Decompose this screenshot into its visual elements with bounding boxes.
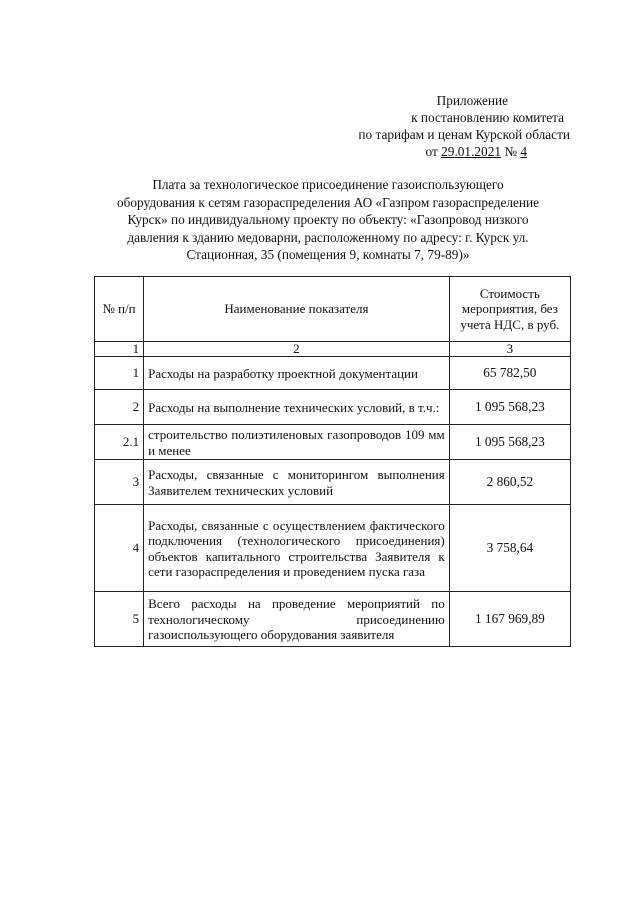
row-num: 2 [95, 390, 144, 425]
row-num: 4 [95, 505, 144, 592]
title-line-3: Курск» по индивидуальному проекту по объекту: «Газопровод низкого [127, 212, 529, 227]
row-cost: 1 167 969,89 [449, 592, 570, 647]
row-num: 5 [95, 592, 144, 647]
col-number: 3 [449, 342, 570, 357]
column-number-row [95, 342, 571, 357]
row-cost: 65 782,50 [449, 357, 570, 390]
header-name: Наименование показателя [144, 277, 450, 342]
fee-table [94, 276, 571, 647]
appendix-title: Приложение [436, 93, 508, 108]
row-cost: 1 095 568,23 [449, 425, 570, 460]
table-row [95, 390, 571, 425]
title-line-5: Стационная, 35 (помещения 9, комнаты 7, 79-89)» [186, 247, 470, 262]
row-name: строительство полиэтиленовых газопроводов 109 мм и менее [148, 427, 445, 458]
header-num: № п/п [95, 277, 144, 342]
row-name: Расходы, связанные с мониторингом выполнения Заявителем технических условий [148, 467, 445, 498]
table-row [95, 357, 571, 390]
title-line-2: оборудования к сетям газораспределения АО «Газпром газораспределение [116, 194, 540, 210]
row-name: Расходы, связанные с осуществлением фактического подключения (технологического присоединения) объектов капитального строительства Заявителя к сети газораспределения и проведением пуска газа [148, 517, 445, 579]
title-line-4: давления к зданию медоварни, расположенному по адресу: г. Курск ул. [127, 229, 529, 245]
resolution-number: 4 [520, 144, 527, 159]
table-header-row [95, 277, 571, 342]
row-name: Расходы на выполнение технических условий, в т.ч.: [148, 399, 440, 415]
number-label: № [504, 144, 518, 159]
row-cost: 2 860,52 [449, 460, 570, 505]
table-row [95, 425, 571, 460]
appendix-block [300, 92, 570, 160]
date-prefix: от [425, 144, 438, 159]
row-num: 1 [95, 357, 144, 390]
table-row [95, 460, 571, 505]
row-cost: 1 095 568,23 [449, 390, 570, 425]
row-name: Расходы на разработку проектной документации [148, 365, 418, 381]
resolution-date: 29.01.2021 [441, 144, 501, 159]
col-number: 1 [95, 342, 144, 357]
row-num: 3 [95, 460, 144, 505]
document-title [86, 176, 570, 264]
row-num: 2.1 [95, 425, 144, 460]
row-name: Всего расходы на проведение мероприятий по технологическому присоединению газоиспользующего оборудования заявителя [148, 596, 445, 643]
table-row [95, 505, 571, 592]
row-cost: 3 758,64 [449, 505, 570, 592]
table-row [95, 592, 571, 647]
appendix-line-3: по тарифам и ценам Курской области [358, 127, 570, 142]
col-number: 2 [144, 342, 450, 357]
title-line-1: Плата за технологическое присоединение газоиспользующего [152, 177, 504, 192]
appendix-date-line [300, 143, 570, 160]
header-cost: Стоимость мероприятия, без учета НДС, в руб. [449, 277, 570, 342]
appendix-line-2: к постановлению комитета [411, 110, 564, 125]
